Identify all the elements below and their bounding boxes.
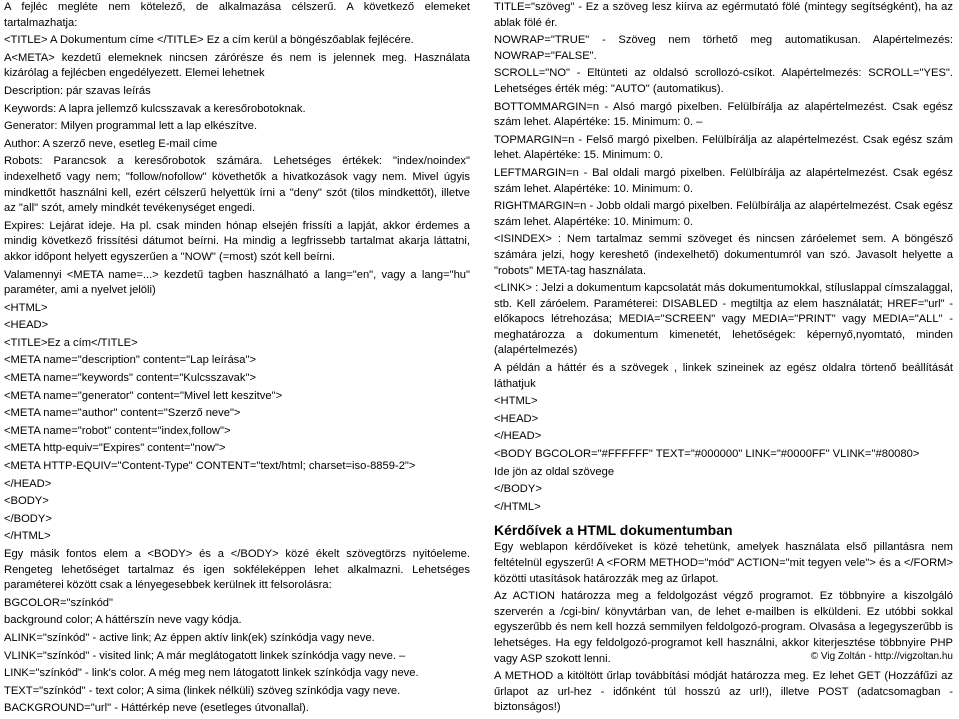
code-line: <BODY> xyxy=(4,495,49,508)
code-line: </HEAD> xyxy=(494,430,542,443)
paragraph: Keywords: A lapra jellemző kulcsszavak a keresőrobotoknak. xyxy=(4,102,306,115)
paragraph: A<META> kezdetű elemeknek nincsen zárórésze és nem is jelennek meg. Használata kizárólag a fejlécben engedélyezett. Elemei lehetnek xyxy=(4,51,470,80)
code-line: <HEAD> xyxy=(4,319,49,332)
code-line: <META name="author" content="Szerző neve"> xyxy=(4,407,241,420)
paragraph: SCROLL="NO" - Eltünteti az oldalsó scrollozó-csíkot. Alapértelmezés: SCROLL="YES". Lehetséges érték még: "AUTO" (automatikus). xyxy=(494,67,953,95)
paragraph: ALINK="színkód" - active link; Az éppen aktív link(ek) színkódja vagy neve. xyxy=(4,631,375,644)
left-column xyxy=(4,0,470,719)
paragraph: LINK="színkód" - link's color. A még meg nem látogatott linkek színkódja vagy neve. xyxy=(4,667,419,680)
code-line: <META HTTP-EQUIV="Content-Type" CONTENT="text/html; charset=iso-8859-2"> xyxy=(4,460,416,473)
paragraph: LEFTMARGIN=n - Bal oldali margó pixelben. Felülbírálja az alapértelmezést. Csak egész szám lehet. Alapértéke: 10. Minimum: 0. xyxy=(494,166,953,195)
paragraph: TOPMARGIN=n - Felső margó pixelben. Felülbírálja az alapértelmezést. Csak egész szám lehet. Alapértéke: 15. Minimum: 0. xyxy=(494,133,953,162)
paragraph: Author: A szerző neve, esetleg E-mail címe xyxy=(4,137,218,150)
paragraph: Expires: Lejárat ideje. Ha pl. csak minden hónap elsején frissíti a lapját, akkor érdemes a mindig következő frissítési dátumot beírni. Ha mindig a legfrissebb tartalmat akarja láttatni, akkor időpont helyett egyszerűen a "NOW" (=most) szót kell beírni. xyxy=(4,219,470,263)
code-line: </HTML> xyxy=(4,530,51,543)
paragraph: <ISINDEX> : Nem tartalmaz semmi szöveget és nincsen záróelemet sem. A böngésző számára jelzi, hogy kereshető (indexelhető) dokumentumról van szó. Javasolt helyette a "robots" META-tag használata. xyxy=(494,233,953,277)
code-line: <HTML> xyxy=(4,301,48,314)
code-line: </HTML> xyxy=(494,500,541,513)
code-line: <META name="description" content="Lap leírása"> xyxy=(4,354,257,367)
paragraph: TITLE="szöveg" - Ez a szöveg lesz kiírva az egérmutató fölé (mintegy segítségként), ha az ablak fölé ér. xyxy=(494,1,953,29)
paragraph: Egy másik fontos elem a <BODY> és a </BODY> közé ékelt szövegtörzs nyitóeleme. Rengeteg lehetőséget tartalmaz és igen sokféleképpen lehet alkalmazni. Lehetséges paraméterei között csak a lényegesebbek kerülnek itt felsorolásra: xyxy=(4,548,470,592)
paragraph: Robots: Parancsok a keresőrobotok számára. Lehetséges értékek: "index/noindex" indexelhető vagy nem; "follow/nofollow" követhetők a hivatkozások vagy nem. Mivel úgyis mindkettőt használni kell, ezért célszerű helyettük írni a "deny" szót (tilos mindkettőt), illetve az "all" szót, amely mindkét tevékenységet engedi. xyxy=(4,155,470,215)
paragraph: A példán a háttér és a szövegek , linkek szineinek az egész oldalra törtenő beállítását láthatjuk xyxy=(494,362,953,390)
code-line: <META name="keywords" content="Kulcsszavak"> xyxy=(4,372,256,385)
paragraph: A METHOD a kitöltött űrlap továbbítási módját határozza meg. Ez lehet GET (Hozzáfűzi az űrlapot az url-hez - időnként túl hosszú az url!), illetve POST (adatcsomagban - biztonságos!) xyxy=(494,670,953,714)
paragraph: Valamennyi <META name=...> kezdetű tagben használható a lang="en", vagy a lang="hu" paraméter, ami a nyelvet jelöli) xyxy=(4,268,470,297)
paragraph: <TITLE> A Dokumentum címe </TITLE> Ez a cím kerül a böngészőablak fejlécére. xyxy=(4,34,414,47)
paragraph: RIGHTMARGIN=n - Jobb oldali margó pixelben. Felülbírálja az alapértelmezést. Csak egész szám lehet. Alapértéke: 10. Minimum: 0. xyxy=(494,200,953,228)
paragraph: <LINK> : Jelzi a dokumentum kapcsolatát más dokumentumokkal, stíluslappal címszalaggal, stb. Kell záróelem. Paraméterei: DISABLED - megtiltja az elem használatát; HREF="url" - előkapocs létrehozása; MEDIA="SCREEN" vagy MEDIA="PRINT" vagy MEDIA="ALL" - meghatározza a dokumentum kimenetét, lehetőségek: képernyő,nyomtató, minden (alapértelmezés) xyxy=(494,282,953,357)
code-line: <TITLE>Ez a cím</TITLE> xyxy=(4,336,138,349)
right-column xyxy=(494,0,953,718)
paragraph: VLINK="színkód" - visited link; A már meglátogatott linkek színkódja vagy neve. – xyxy=(4,649,406,662)
paragraph: Az ACTION határozza meg a feldolgozást végző programot. Ez többnyire a kiszolgáló szerverén a /cgi-bin/ könyvtárban van, de lehet e-mailben is elküldeni. Ez utóbbi sokkal egyszerűbb és nem kell hozzá semmilyen feldolgozó-program. Olvasása a legegyszerűbb is lehetséges. Ha egy feldolgozó-programot kell használni, akkor kiterjesztése többnyire PHP vagy ASP szokott lenni. xyxy=(494,590,953,665)
code-line: <BODY BGCOLOR="#FFFFFF" TEXT="#000000" LINK="#0000FF" VLINK="#80080> xyxy=(494,448,920,461)
code-line: <HEAD> xyxy=(494,412,539,425)
paragraph: BACKGROUND="url" - Háttérkép neve (esetleges útvonallal). xyxy=(4,702,309,715)
section-heading: Kérdőívek a HTML dokumentumban xyxy=(494,522,733,539)
paragraph: Generator: Milyen programmal lett a lap elkészítve. xyxy=(4,120,258,133)
paragraph: BGCOLOR="színkód" xyxy=(4,596,113,609)
paragraph: BOTTOMMARGIN=n - Alsó margó pixelben. Felülbírálja az alapértelmezést. Csak egész szám lehet. Alapértéke: 15. Minimum: 0. – xyxy=(494,100,953,129)
paragraph: TEXT="színkód" - text color; A sima (linkek nélküli) szöveg színkódja vagy neve. xyxy=(4,684,401,697)
paragraph: A fejléc megléte nem kötelező, de alkalmazása célszerű. A következő elemeket tartalmazhatja: xyxy=(4,1,470,29)
code-line: <META name="generator" content="Mivel lett keszitve"> xyxy=(4,389,283,402)
code-line: <META name="robot" content="index,follow"> xyxy=(4,424,231,437)
paragraph: Egy weblapon kérdőíveket is közé tehetünk, amelyek használata első pillantásra nem feltételnül egyszerű! A <FORM METHOD="mód" ACTION="mit tegyen vele"> és a </FORM> közötti utasítások határozzák meg az űrlapot. xyxy=(494,541,953,585)
code-line: </BODY> xyxy=(4,512,52,525)
code-line: Ide jön az oldal szövege xyxy=(494,465,615,478)
code-line: <HTML> xyxy=(494,395,538,408)
code-line: </HEAD> xyxy=(4,477,52,490)
code-line: <META http-equiv="Expires" content="now"> xyxy=(4,442,226,455)
paragraph: Description: pár szavas leírás xyxy=(4,84,151,97)
footer-credit: © Vig Zoltán - http://vigzoltan.hu xyxy=(810,651,953,662)
paragraph: background color; A háttérszín neve vagy kódja. xyxy=(4,614,242,627)
paragraph: NOWRAP="TRUE" - Szöveg nem törhető meg automatikusan. Alapértelmezés: NOWRAP="FALSE". xyxy=(494,34,953,62)
code-line: </BODY> xyxy=(494,483,542,496)
